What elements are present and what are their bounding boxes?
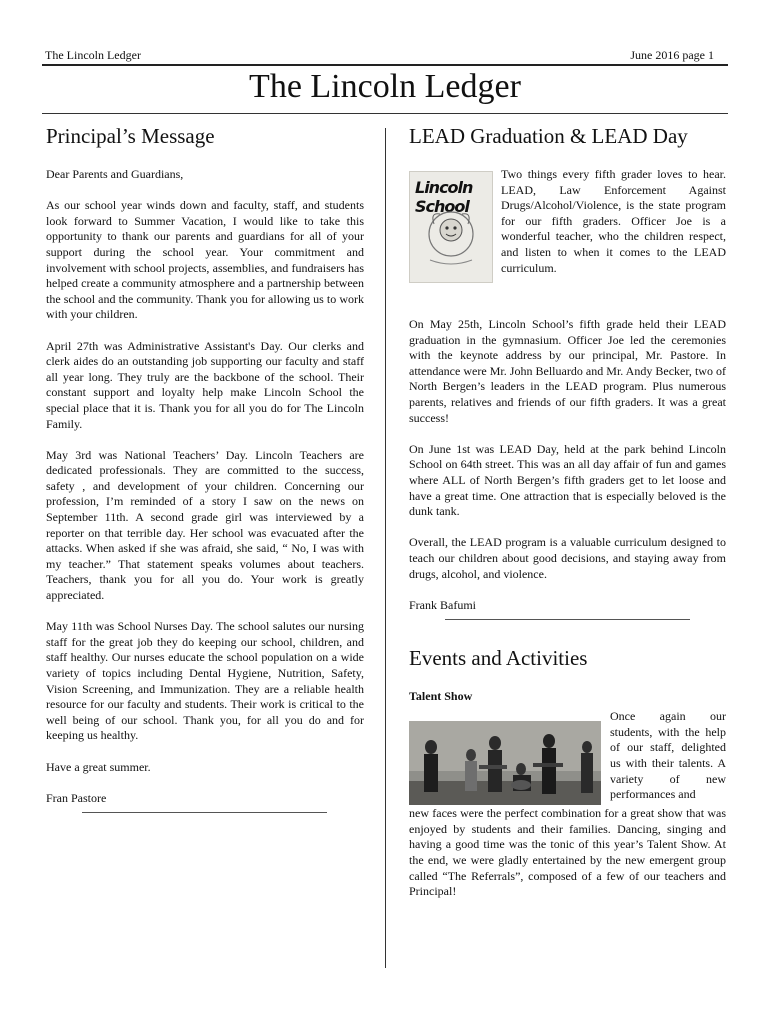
principal-signature: Fran Pastore [46,790,107,805]
signature-rule [82,812,327,813]
running-header-title: The Lincoln Ledger [45,48,141,62]
signature-rule [445,619,690,620]
principal-paragraph: As our school year winds down and faculty, staff, and students look forward to Summer Vacation, I would like to take this opportunity to thank our parents and guardians for all of your support during the school year. Your commitment and involvement with school projects, assemblies, and fundraisers has helped create a community atmosphere and a partnership between the school and the community. Thank you for allowing us to work with your children. [46,198,364,322]
running-header-date-page: June 2016 page 1 [630,48,714,62]
talent-show-photo [409,721,601,805]
lead-title: LEAD Graduation & LEAD Day [409,124,688,148]
principal-paragraph: May 3rd was National Teachers’ Day. Lincoln Teachers are dedicated professionals. They are committed to the success, safety , and development of your children. Concerning our profession, I’m reminded of a story I saw on the news on September 11th. A second grade girl was interviewed by a reporter on that terrible day. Her school was evacuated after the attacks. When asked if she was afraid, she said, “ No, I was with my teacher.” That statement speaks volumes about teachers. Teachers, thank you for all you do. Your work is greatly appreciated. [46,447,364,603]
lincoln-school-poster-image [409,171,493,283]
lion-mascot-icon [410,172,492,282]
poster-title: Lincoln School [415,178,473,216]
talent-show-text: new faces were the perfect combination for a great show that was enjoyed by students and their families. Dancing, singing and having a good time was the tonic of this year’s Talent Show. At the end, we were gladly entertained by the new emergent group called “The Referrals”, composed of a few of our teachers and Principal! [409,806,726,899]
principal-paragraph: Dear Parents and Guardians, [46,167,184,181]
talent-show-heading: Talent Show [409,689,473,704]
principal-paragraph: May 11th was School Nurses Day. The school salutes our nursing staff for the great job they do keeping our school, children, and staff healthy. Our nurses educate the school population on a wide variety of topics including Dental Hygiene, Nutrition, Safety, Vision Screening, and Immunization. They are a reliable health resource for our faculty and students. Their work is critical to the well being of our school. Thank you, for all you do and for keeping us healthy. [46,619,364,743]
principal-paragraph: Have a great summer. [46,759,151,774]
talent-show-block [409,709,726,806]
masthead-rule [42,113,728,114]
principal-paragraph: April 27th was Administrative Assistant's Day. Our clerks and clerk aides do an outstanding job supporting our faculty and staff all year long. They truly are the backbone of the school. Their constant support and loyalty help make Lincoln School the special place that it is. Thank you for all you do for The Lincoln Family. [46,338,364,431]
talent-show-side-text: Once again our students, with the help of our staff, delighted us with their talents. A variety of new performances and [610,709,726,802]
lead-column [409,124,726,900]
lead-intro-text: Two things every fifth grader loves to hear. LEAD, Law Enforcement Against Drugs/Alcohol/Violence, is the state program for our fifth graders. Officer Joe is a wonderful teacher, who the children respect, and listen to when it comes to the LEAD curriculum. [501,167,726,275]
band-photo-image [409,721,601,805]
principal-message-column [46,124,364,813]
lead-signature: Frank Bafumi [409,597,476,612]
masthead-title: The Lincoln Ledger [249,68,521,105]
lead-paragraph: On June 1st was LEAD Day, held at the park behind Lincoln School on 64th street. This was an all day affair of fun and games where ALL of North Bergen’s fifth graders get to let loose and have a great time. One attraction that is especially beloved is the dunk tank. [409,441,726,519]
header-rule [42,64,728,66]
events-title: Events and Activities [409,646,588,671]
lead-paragraph: Overall, the LEAD program is a valuable curriculum designed to teach our children about good decisions, and staying away from drugs, alcohol, and violence. [409,535,726,581]
principal-message-title: Principal’s Message [46,124,215,148]
lead-intro-block [409,167,726,317]
column-divider [385,128,386,968]
lead-paragraph: On May 25th, Lincoln School’s fifth grade held their LEAD graduation in the gymnasium. Officer Joe led the ceremonies with the keynote address by our principal, Mr. Pastore. In attendance were Mr. John Belluardo and Mr. Andy Becker, two of North Bergen’s leaders in the LEAD program. Plus numerous parents, relatives and friends of our fifth graders. It was a great success! [409,317,726,425]
